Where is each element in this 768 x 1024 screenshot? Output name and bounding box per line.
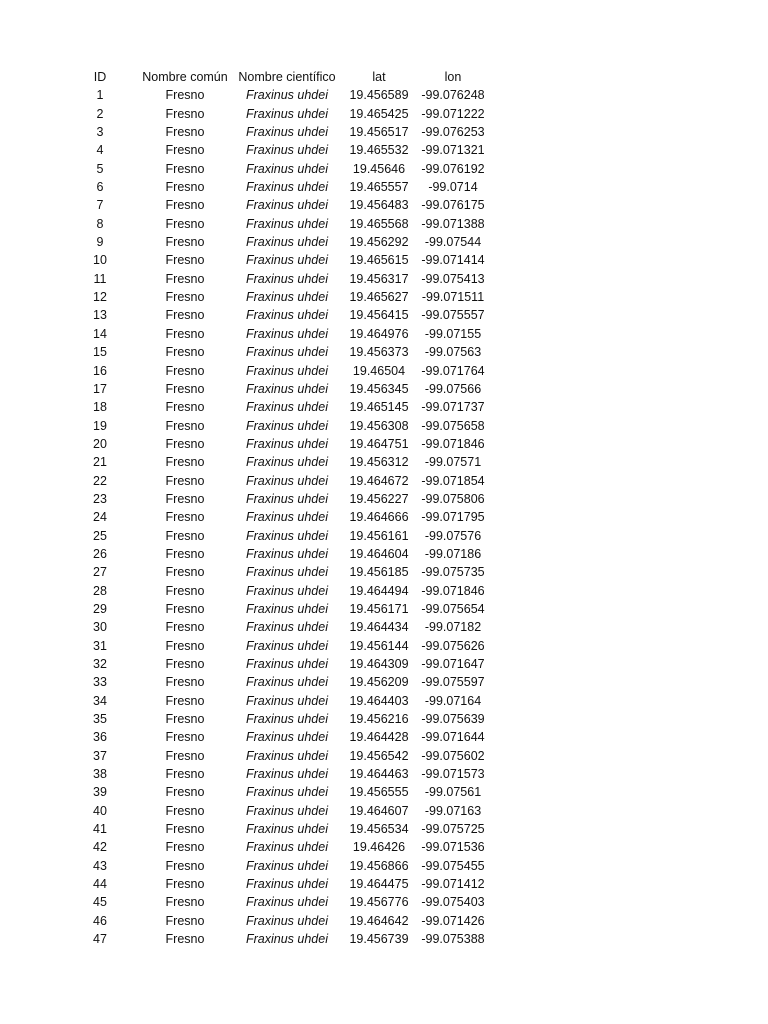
cell-scientific-name: Fraxinus uhdei (246, 455, 328, 470)
cell-lat: 19.464672 (349, 473, 409, 488)
cell-lon: -99.071222 (421, 106, 485, 121)
cell-lat: 19.456517 (349, 125, 409, 140)
cell-scientific-name: Fraxinus uhdei (246, 235, 328, 250)
cell-lat: 19.456209 (349, 675, 409, 690)
cell-id: 25 (93, 528, 107, 543)
cell-lon: -99.07571 (424, 455, 482, 470)
table-row (0, 435, 768, 453)
table-row (0, 783, 768, 801)
table-row (0, 673, 768, 691)
cell-lat: 19.46504 (352, 363, 406, 378)
cell-common-name: Fresno (165, 88, 205, 103)
cell-lat: 19.465615 (349, 253, 409, 268)
cell-id: 26 (93, 546, 107, 561)
cell-id: 18 (93, 400, 107, 415)
cell-lat: 19.456171 (349, 601, 409, 616)
cell-lon: -99.071795 (421, 510, 485, 525)
cell-common-name: Fresno (165, 822, 205, 837)
cell-id: 16 (93, 363, 107, 378)
cell-scientific-name: Fraxinus uhdei (246, 345, 328, 360)
table-row (0, 875, 768, 893)
table-row (0, 728, 768, 746)
cell-scientific-name: Fraxinus uhdei (246, 913, 328, 928)
cell-lon: -99.071846 (421, 436, 485, 451)
cell-common-name: Fresno (165, 767, 205, 782)
cell-common-name: Fresno (165, 638, 205, 653)
cell-lon: -99.07561 (424, 785, 482, 800)
cell-lat: 19.464403 (349, 693, 409, 708)
cell-common-name: Fresno (165, 161, 205, 176)
cell-id: 15 (93, 345, 107, 360)
cell-common-name: Fresno (165, 932, 205, 947)
cell-lat: 19.456227 (349, 491, 409, 506)
header-scientific-name: Nombre científico (238, 70, 336, 84)
table-row (0, 141, 768, 159)
cell-common-name: Fresno (165, 363, 205, 378)
cell-id: 20 (93, 436, 107, 451)
cell-id: 31 (93, 638, 107, 653)
table-row (0, 490, 768, 508)
cell-common-name: Fresno (165, 271, 205, 286)
cell-id: 23 (93, 491, 107, 506)
cell-id: 13 (93, 308, 107, 323)
cell-lon: -99.075725 (421, 822, 485, 837)
cell-scientific-name: Fraxinus uhdei (246, 125, 328, 140)
table-row (0, 563, 768, 581)
cell-lat: 19.464309 (349, 657, 409, 671)
cell-scientific-name: Fraxinus uhdei (246, 88, 328, 103)
cell-common-name: Fresno (165, 180, 205, 195)
cell-lat: 19.456144 (349, 638, 409, 653)
cell-scientific-name: Fraxinus uhdei (246, 216, 328, 231)
cell-common-name: Fresno (165, 803, 205, 818)
cell-scientific-name: Fraxinus uhdei (246, 565, 328, 580)
cell-lon: -99.07163 (424, 803, 482, 818)
table-row (0, 692, 768, 710)
cell-scientific-name: Fraxinus uhdei (246, 730, 328, 745)
cell-lon: -99.075403 (421, 895, 485, 910)
cell-lon: -99.075639 (421, 712, 485, 727)
cell-lat: 19.464607 (349, 803, 409, 818)
cell-scientific-name: Fraxinus uhdei (246, 803, 328, 818)
cell-id: 22 (93, 473, 107, 488)
cell-lon: -99.071764 (421, 363, 485, 378)
cell-scientific-name: Fraxinus uhdei (246, 712, 328, 727)
cell-common-name: Fresno (165, 712, 205, 727)
table-row (0, 233, 768, 251)
cell-common-name: Fresno (165, 601, 205, 616)
cell-scientific-name: Fraxinus uhdei (246, 877, 328, 892)
cell-scientific-name: Fraxinus uhdei (246, 363, 328, 378)
cell-scientific-name: Fraxinus uhdei (246, 418, 328, 433)
cell-lon: -99.07576 (424, 528, 482, 543)
cell-id: 37 (93, 748, 107, 763)
cell-id: 47 (93, 932, 107, 947)
table-row (0, 710, 768, 728)
cell-scientific-name: Fraxinus uhdei (246, 858, 328, 873)
header-lon: lon (444, 70, 462, 84)
cell-id: 19 (93, 418, 107, 433)
cell-common-name: Fresno (165, 528, 205, 543)
cell-scientific-name: Fraxinus uhdei (246, 271, 328, 286)
cell-lat: 19.456308 (349, 418, 409, 433)
cell-lat: 19.465568 (349, 216, 409, 231)
cell-common-name: Fresno (165, 198, 205, 213)
cell-id: 28 (93, 583, 107, 598)
cell-lat: 19.456317 (349, 271, 409, 286)
cell-common-name: Fresno (165, 143, 205, 158)
cell-id: 40 (93, 803, 107, 818)
table-row (0, 288, 768, 306)
cell-lon: -99.071573 (421, 767, 485, 782)
cell-lat: 19.456292 (349, 235, 409, 250)
cell-lat: 19.464434 (349, 620, 409, 635)
cell-common-name: Fresno (165, 216, 205, 231)
header-common-name: Nombre común (142, 70, 228, 84)
cell-common-name: Fresno (165, 693, 205, 708)
cell-lat: 19.456415 (349, 308, 409, 323)
cell-common-name: Fresno (165, 381, 205, 396)
table-row (0, 251, 768, 269)
cell-lon: -99.075557 (421, 308, 485, 323)
cell-scientific-name: Fraxinus uhdei (246, 436, 328, 451)
cell-common-name: Fresno (165, 125, 205, 140)
cell-id: 6 (96, 180, 104, 195)
cell-common-name: Fresno (165, 308, 205, 323)
table-row (0, 655, 768, 673)
table-row (0, 325, 768, 343)
table-row (0, 893, 768, 911)
cell-lon: -99.07544 (424, 235, 482, 250)
cell-lon: -99.07566 (424, 381, 482, 396)
cell-lat: 19.456776 (349, 895, 409, 910)
cell-common-name: Fresno (165, 253, 205, 268)
cell-common-name: Fresno (165, 418, 205, 433)
cell-lat: 19.464494 (349, 583, 409, 598)
cell-lat: 19.464642 (349, 913, 409, 928)
cell-common-name: Fresno (165, 510, 205, 525)
cell-id: 34 (93, 693, 107, 708)
cell-id: 11 (93, 271, 107, 286)
cell-common-name: Fresno (165, 730, 205, 745)
table-row (0, 196, 768, 214)
table-row (0, 453, 768, 471)
table-row (0, 637, 768, 655)
cell-id: 4 (96, 143, 104, 158)
cell-lat: 19.456216 (349, 712, 409, 727)
cell-common-name: Fresno (165, 858, 205, 873)
cell-scientific-name: Fraxinus uhdei (246, 106, 328, 121)
cell-lon: -99.075806 (421, 491, 485, 506)
table-row (0, 765, 768, 783)
table-row (0, 123, 768, 141)
cell-scientific-name: Fraxinus uhdei (246, 767, 328, 782)
cell-common-name: Fresno (165, 546, 205, 561)
table-row (0, 362, 768, 380)
cell-scientific-name: Fraxinus uhdei (246, 326, 328, 341)
header-id: ID (93, 70, 107, 84)
cell-lat: 19.456739 (349, 932, 409, 947)
cell-lat: 19.465557 (349, 180, 409, 195)
table-row (0, 618, 768, 636)
cell-common-name: Fresno (165, 565, 205, 580)
table-row (0, 747, 768, 765)
cell-lon: -99.071414 (421, 253, 485, 268)
cell-id: 5 (96, 161, 104, 176)
cell-scientific-name: Fraxinus uhdei (246, 510, 328, 525)
cell-id: 35 (93, 712, 107, 727)
cell-id: 9 (96, 235, 104, 250)
table-row (0, 380, 768, 398)
cell-scientific-name: Fraxinus uhdei (246, 748, 328, 763)
table-row (0, 838, 768, 856)
cell-lat: 19.465532 (349, 143, 409, 158)
cell-common-name: Fresno (165, 583, 205, 598)
cell-lon: -99.07563 (424, 345, 482, 360)
cell-lon: -99.076253 (421, 125, 485, 140)
cell-common-name: Fresno (165, 840, 205, 855)
cell-lat: 19.456161 (349, 528, 409, 543)
cell-common-name: Fresno (165, 785, 205, 800)
table-row (0, 912, 768, 930)
cell-scientific-name: Fraxinus uhdei (246, 290, 328, 305)
cell-lon: -99.071388 (421, 216, 485, 231)
cell-common-name: Fresno (165, 106, 205, 121)
cell-common-name: Fresno (165, 657, 205, 671)
cell-lon: -99.071647 (421, 657, 485, 671)
cell-lon: -99.076248 (421, 88, 485, 103)
cell-common-name: Fresno (165, 235, 205, 250)
cell-lon: -99.075455 (421, 858, 485, 873)
cell-id: 14 (93, 326, 107, 341)
cell-scientific-name: Fraxinus uhdei (246, 583, 328, 598)
table-row (0, 417, 768, 435)
table-row (0, 802, 768, 820)
table-row (0, 600, 768, 618)
cell-id: 1 (96, 88, 104, 103)
cell-lat: 19.464604 (349, 546, 409, 561)
cell-id: 36 (93, 730, 107, 745)
cell-lon: -99.07164 (424, 693, 482, 708)
table-row (0, 582, 768, 600)
cell-lon: -99.07182 (424, 620, 482, 635)
cell-common-name: Fresno (165, 345, 205, 360)
cell-scientific-name: Fraxinus uhdei (246, 253, 328, 268)
cell-id: 42 (93, 840, 107, 855)
cell-lat: 19.464475 (349, 877, 409, 892)
cell-common-name: Fresno (165, 455, 205, 470)
table-row (0, 930, 768, 948)
cell-lon: -99.0714 (428, 180, 478, 195)
cell-scientific-name: Fraxinus uhdei (246, 308, 328, 323)
cell-lat: 19.465627 (349, 290, 409, 305)
cell-lat: 19.456555 (349, 785, 409, 800)
cell-lon: -99.071644 (421, 730, 485, 745)
cell-scientific-name: Fraxinus uhdei (246, 528, 328, 543)
cell-lon: -99.075658 (421, 418, 485, 433)
cell-lon: -99.071854 (421, 473, 485, 488)
cell-id: 43 (93, 858, 107, 873)
cell-id: 7 (96, 198, 104, 213)
cell-id: 45 (93, 895, 107, 910)
cell-scientific-name: Fraxinus uhdei (246, 840, 328, 855)
cell-lon: -99.075626 (421, 638, 485, 653)
cell-lon: -99.075735 (421, 565, 485, 580)
cell-scientific-name: Fraxinus uhdei (246, 491, 328, 506)
cell-lon: -99.071511 (421, 290, 485, 305)
cell-lat: 19.46426 (352, 840, 406, 855)
table-row (0, 545, 768, 563)
cell-common-name: Fresno (165, 877, 205, 892)
cell-lat: 19.464666 (349, 510, 409, 525)
cell-lon: -99.07186 (424, 546, 482, 561)
cell-id: 12 (93, 290, 107, 305)
table-row (0, 508, 768, 526)
table-row (0, 215, 768, 233)
table-row (0, 857, 768, 875)
cell-id: 10 (93, 253, 107, 268)
table-row (0, 86, 768, 104)
table-row (0, 105, 768, 123)
cell-id: 32 (93, 657, 107, 671)
cell-scientific-name: Fraxinus uhdei (246, 932, 328, 947)
cell-id: 39 (93, 785, 107, 800)
cell-common-name: Fresno (165, 620, 205, 635)
cell-common-name: Fresno (165, 436, 205, 451)
cell-id: 30 (93, 620, 107, 635)
cell-id: 41 (93, 822, 107, 837)
cell-lon: -99.07155 (424, 326, 482, 341)
cell-lat: 19.456542 (349, 748, 409, 763)
cell-lon: -99.071321 (421, 143, 485, 158)
cell-id: 29 (93, 601, 107, 616)
cell-lon: -99.076192 (421, 161, 485, 176)
cell-lon: -99.075654 (421, 601, 485, 616)
cell-id: 44 (93, 877, 107, 892)
cell-lon: -99.075413 (421, 271, 485, 286)
table-row (0, 472, 768, 490)
cell-lat: 19.465425 (349, 106, 409, 121)
cell-common-name: Fresno (165, 491, 205, 506)
cell-lon: -99.071846 (421, 583, 485, 598)
table-row (0, 398, 768, 416)
cell-lat: 19.465145 (349, 400, 409, 415)
tree-table (0, 68, 768, 949)
cell-scientific-name: Fraxinus uhdei (246, 895, 328, 910)
table-body (0, 86, 768, 948)
cell-scientific-name: Fraxinus uhdei (246, 822, 328, 837)
cell-scientific-name: Fraxinus uhdei (246, 161, 328, 176)
cell-common-name: Fresno (165, 290, 205, 305)
cell-id: 27 (93, 565, 107, 580)
cell-scientific-name: Fraxinus uhdei (246, 180, 328, 195)
table-row (0, 820, 768, 838)
cell-lon: -99.071426 (421, 913, 485, 928)
cell-scientific-name: Fraxinus uhdei (246, 546, 328, 561)
cell-lat: 19.456866 (349, 858, 409, 873)
cell-lat: 19.456345 (349, 381, 409, 396)
cell-id: 2 (96, 106, 104, 121)
cell-common-name: Fresno (165, 473, 205, 488)
cell-common-name: Fresno (165, 326, 205, 341)
cell-id: 24 (93, 510, 107, 525)
cell-common-name: Fresno (165, 913, 205, 928)
cell-scientific-name: Fraxinus uhdei (246, 400, 328, 415)
cell-scientific-name: Fraxinus uhdei (246, 143, 328, 158)
cell-id: 46 (93, 913, 107, 928)
cell-lon: -99.076175 (421, 198, 485, 213)
cell-lon: -99.075597 (421, 675, 485, 690)
cell-lat: 19.464428 (349, 730, 409, 745)
cell-scientific-name: Fraxinus uhdei (246, 601, 328, 616)
cell-lat: 19.456589 (349, 88, 409, 103)
cell-scientific-name: Fraxinus uhdei (246, 785, 328, 800)
cell-lat: 19.456373 (349, 345, 409, 360)
cell-id: 3 (96, 125, 104, 140)
cell-scientific-name: Fraxinus uhdei (246, 638, 328, 653)
cell-lon: -99.071412 (421, 877, 485, 892)
cell-lon: -99.075388 (421, 932, 485, 947)
cell-lat: 19.456534 (349, 822, 409, 837)
cell-lon: -99.071737 (421, 400, 485, 415)
cell-lat: 19.464463 (349, 767, 409, 782)
cell-common-name: Fresno (165, 895, 205, 910)
table-row (0, 527, 768, 545)
cell-common-name: Fresno (165, 748, 205, 763)
table-row (0, 270, 768, 288)
table-row (0, 178, 768, 196)
header-lat: lat (372, 70, 386, 84)
table-row (0, 343, 768, 361)
table-header (0, 68, 768, 86)
cell-lat: 19.456312 (349, 455, 409, 470)
cell-scientific-name: Fraxinus uhdei (246, 657, 328, 671)
cell-lat: 19.464751 (349, 436, 409, 451)
cell-id: 33 (93, 675, 107, 690)
cell-scientific-name: Fraxinus uhdei (246, 675, 328, 690)
cell-id: 38 (93, 767, 107, 782)
cell-id: 21 (93, 455, 107, 470)
cell-scientific-name: Fraxinus uhdei (246, 381, 328, 396)
cell-lat: 19.456185 (349, 565, 409, 580)
cell-id: 8 (96, 216, 104, 231)
table-row (0, 306, 768, 324)
cell-scientific-name: Fraxinus uhdei (246, 620, 328, 635)
cell-lon: -99.071536 (421, 840, 485, 855)
cell-lat: 19.464976 (349, 326, 409, 341)
cell-id: 17 (93, 381, 107, 396)
cell-scientific-name: Fraxinus uhdei (246, 473, 328, 488)
table-row (0, 160, 768, 178)
cell-lon: -99.075602 (421, 748, 485, 763)
cell-common-name: Fresno (165, 400, 205, 415)
cell-lat: 19.456483 (349, 198, 409, 213)
cell-scientific-name: Fraxinus uhdei (246, 693, 328, 708)
cell-scientific-name: Fraxinus uhdei (246, 198, 328, 213)
cell-common-name: Fresno (165, 675, 205, 690)
cell-lat: 19.45646 (352, 161, 406, 176)
